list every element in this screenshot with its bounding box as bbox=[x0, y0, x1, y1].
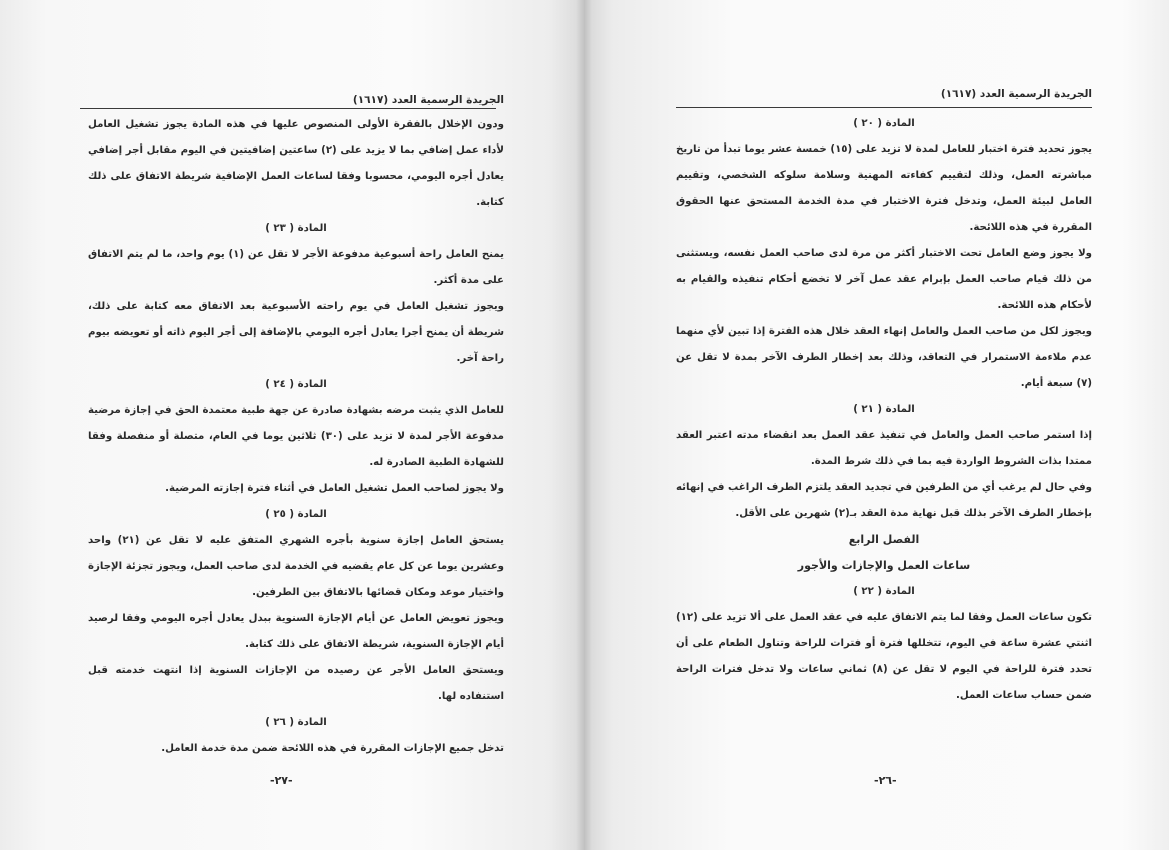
paragraph: ويجوز لكل من صاحب العمل والعامل إنهاء العقد خلال هذه الفترة إذا تبين لأي منهما عدم ملاءمة الاستمرار في التعاقد، وذلك بعد إخطار الطرف الآخر بمدة لا تقل عن (٧) سبعة أيام. bbox=[676, 326, 1092, 389]
article-heading: المادة ( ٢٥ ) bbox=[265, 509, 327, 520]
paragraph: تكون ساعات العمل وفقا لما يتم الاتفاق عليه في عقد العمل على ألا تزيد على (١٢) اثنتي عشرة ساعة في اليوم، تتخللها فترة أو فترات للراحة وتناول الطعام على أن تحدد فترة للراحة في اليوم لا تقل عن (٨) ثماني ساعات ولا تدخل فترات الراحة ضمن حساب ساعات العمل. bbox=[676, 612, 1092, 701]
article-heading: المادة ( ٢٠ ) bbox=[853, 118, 915, 129]
page-body bbox=[88, 112, 504, 762]
paragraph: ويستحق العامل الأجر عن رصيده من الإجازات السنوية إذا انتهت خدمته قبل استنفاده لها. bbox=[88, 665, 504, 702]
article-heading: المادة ( ٢٤ ) bbox=[265, 379, 327, 390]
article-heading: المادة ( ٢١ ) bbox=[853, 404, 915, 415]
header-rule bbox=[80, 108, 496, 109]
right-page bbox=[584, 0, 1169, 850]
article-heading: المادة ( ٢٦ ) bbox=[265, 717, 327, 728]
paragraph: وفي حال لم يرغب أي من الطرفين في تجديد العقد يلتزم الطرف الراغب في إنهائه بإخطار الطرف الآخر بذلك قبل نهاية مدة العقد بـ(٢) شهرين على الأقل. bbox=[676, 482, 1092, 519]
page-header: الجريدة الرسمية العدد (١٦١٧) bbox=[352, 94, 504, 106]
paragraph: ودون الإخلال بالفقرة الأولى المنصوص عليها في هذه المادة يجوز تشغيل العامل لأداء عمل إضافي بما لا يزيد على (٢) ساعتين إضافيتين في اليوم مقابل أجر إضافي يعادل أجره اليومي، محسوبا وفقا لساعات العمل الإضافية شريطة الاتفاق على ذلك كتابة. bbox=[88, 119, 504, 208]
article-heading: المادة ( ٢٣ ) bbox=[265, 223, 327, 234]
paragraph: ولا يجوز لصاحب العمل تشغيل العامل في أثناء فترة إجازته المرضية. bbox=[165, 483, 504, 494]
paragraph: إذا استمر صاحب العمل والعامل في تنفيذ عقد العمل بعد انقضاء مدته اعتبر العقد ممتدا بذات الشروط الواردة فيه بما في ذلك شرط المدة. bbox=[676, 430, 1092, 467]
page-number: -٢٦- bbox=[874, 774, 897, 787]
page-header: الجريدة الرسمية العدد (١٦١٧) bbox=[940, 88, 1092, 100]
page-body bbox=[676, 111, 1092, 709]
paragraph: للعامل الذي يثبت مرضه بشهادة صادرة عن جهة طبية معتمدة الحق في إجازة مرضية مدفوعة الأجر لمدة لا تزيد على (٣٠) ثلاثين يوما في العام، متصلة أو منفصلة وفقا للشهادة الطبية الصادرة له. bbox=[88, 405, 504, 468]
paragraph: ويجوز تعويض العامل عن أيام الإجازة السنوية ببدل يعادل أجره اليومي وفقا لرصيد أيام الإجازة السنوية، شريطة الاتفاق على ذلك كتابة. bbox=[88, 613, 504, 650]
left-page bbox=[0, 0, 584, 850]
chapter-title: ساعات العمل والإجازات والأجور bbox=[797, 559, 971, 572]
paragraph: ويجوز تشغيل العامل في يوم راحته الأسبوعية بعد الاتفاق معه كتابة على ذلك، شريطة أن يمنح أجرا يعادل أجره اليومي بالإضافة إلى أجر اليوم ذاته أو تعويضه بيوم راحة آخر. bbox=[88, 301, 504, 364]
book-gutter bbox=[576, 0, 592, 850]
page-number: -٢٧- bbox=[270, 774, 293, 787]
paragraph: يجوز تحديد فترة اختبار للعامل لمدة لا تزيد على (١٥) خمسة عشر يوما تبدأ من تاريخ مباشرته العمل، وذلك لتقييم كفاءته المهنية وسلامة سلوكه الشخصي، وتقييم العامل لبيئة العمل، وتدخل فترة الاختبار في مدة الخدمة المستحق عنها الحقوق المقررة في هذه اللائحة. bbox=[676, 144, 1092, 233]
chapter-title: الفصل الرابع bbox=[848, 533, 920, 546]
paragraph: تدخل جميع الإجازات المقررة في هذه اللائحة ضمن مدة خدمة العامل. bbox=[161, 743, 504, 754]
paragraph: يستحق العامل إجازة سنوية بأجره الشهري المتفق عليه لا تقل عن (٢١) واحد وعشرين يوما عن كل عام يقضيه في الخدمة لدى صاحب العمل، ويجوز تجزئة الإجازة واختيار موعد ومكان قضائها بالاتفاق بين الطرفين. bbox=[88, 535, 504, 598]
header-rule bbox=[676, 107, 1092, 108]
paragraph: يمنح العامل راحة أسبوعية مدفوعة الأجر لا تقل عن (١) يوم واحد، ما لم يتم الاتفاق على مدة أكثر. bbox=[88, 249, 504, 286]
article-heading: المادة ( ٢٢ ) bbox=[853, 586, 915, 597]
paragraph: ولا يجوز وضع العامل تحت الاختبار أكثر من مرة لدى صاحب العمل نفسه، ويستثنى من ذلك قيام صاحب العمل بإبرام عقد عمل آخر لا تخضع أحكام تنفيذه والقيام به لأحكام هذه اللائحة. bbox=[676, 248, 1092, 311]
